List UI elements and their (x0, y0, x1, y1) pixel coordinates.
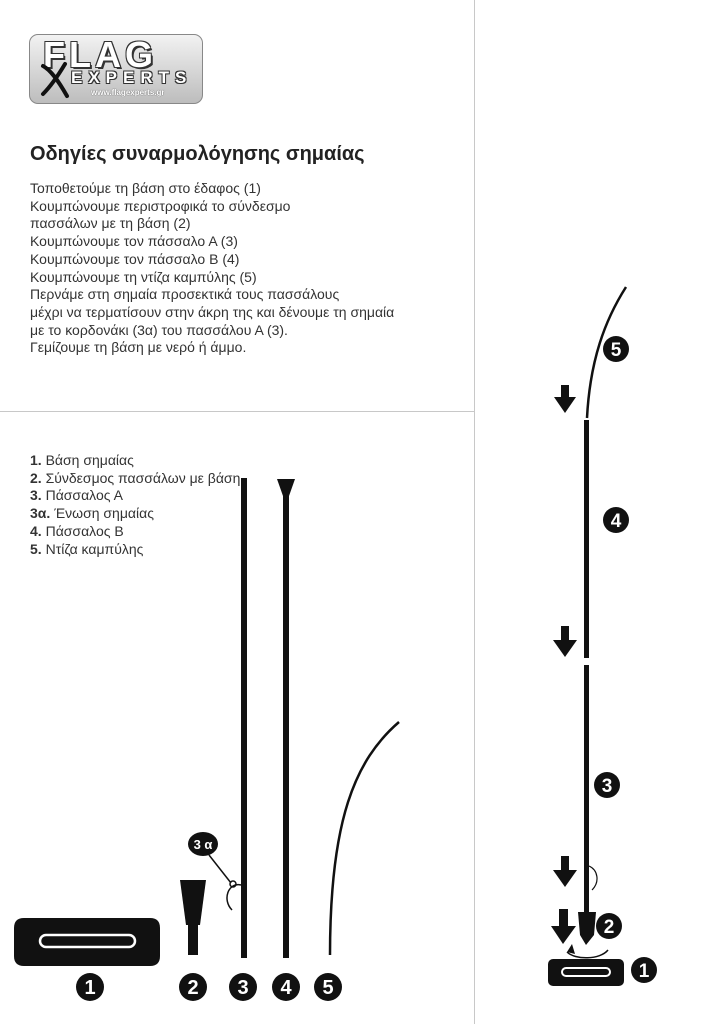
legend-number: 3. (30, 487, 42, 504)
instruction-line: Τοποθετούμε τη βάση στο έδαφος (1) (30, 180, 261, 196)
logo-brand-top: FLAG (43, 34, 157, 75)
legend-number: 5. (30, 540, 42, 557)
legend-text: Πάσσαλος Β (45, 522, 124, 539)
badge-4 (272, 973, 300, 1001)
legend-number: 3α. (30, 505, 51, 522)
assembled-badge-1-label: 1 (638, 961, 650, 982)
pole-a-part (227, 478, 247, 958)
legend-text: Ντίζα καμπύλης (45, 540, 144, 557)
instruction-line: Γεμίζουμε τη βάση με νερό ή άμμο. (30, 339, 247, 356)
badge-1 (76, 973, 104, 1001)
assembled-badge-3-label: 3 (601, 776, 613, 797)
page-title: Οδηγίες συναρμολόγησης σημαίας (30, 143, 365, 165)
pole-b-part (277, 479, 295, 958)
badge-2 (179, 973, 207, 1001)
assembled-badge-5-label: 5 (610, 340, 622, 361)
pole-connector-part (180, 880, 206, 955)
assembled-pole-b (584, 420, 589, 658)
assembled-tie-cord (589, 866, 597, 890)
instruction-line: με το κορδονάκι (3α) του πασσάλου Α (3). (30, 321, 288, 338)
assembled-badge-2 (596, 913, 622, 939)
assembled-badge-1 (631, 957, 657, 983)
badge-2-label: 2 (187, 977, 199, 999)
instruction-line: Κουμπώνουμε περιστροφικά το σύνδεσμο (30, 197, 291, 214)
curve-rod-part (330, 722, 399, 955)
instruction-line: Κουμπώνουμε τον πάσσαλο Α (3) (30, 233, 238, 250)
assembled-badge-4 (603, 507, 629, 533)
down-arrow-icon (553, 856, 577, 887)
instruction-line: Κουμπώνουμε τον πάσσαλο Β (4) (30, 250, 240, 267)
instruction-line: πασσάλων με τη βάση (2) (30, 215, 191, 232)
legend-text: Βάση σημαίας (45, 452, 134, 468)
badge-3-label: 3 (237, 977, 249, 999)
badge-3a (188, 832, 231, 883)
badge-3a-label: 3 α (193, 837, 213, 852)
logo-brand-bottom: EXPERTS (71, 68, 193, 87)
assembled-badge-3 (594, 772, 620, 798)
assembled-pole-a (584, 665, 589, 880)
legend-number: 1. (30, 452, 42, 468)
instruction-line: Κουμπώνουμε τη ντίζα καμπύλης (5) (30, 268, 257, 285)
assembled-badge-4-label: 4 (610, 511, 622, 532)
instruction-line: Περνάμε στη σημαία προσεκτικά τους πασσάλους (30, 286, 340, 303)
assembled-base (548, 959, 624, 986)
assembled-connector (578, 912, 596, 945)
badge-5-label: 5 (322, 977, 334, 999)
down-arrow-icon (553, 626, 577, 657)
logo-url: www.flagexperts.gr (91, 88, 165, 97)
legend-text: Ένωση σημαίας (54, 505, 154, 522)
legend-text: Πάσσαλος Α (45, 487, 123, 504)
assembled-badge-2-label: 2 (603, 917, 615, 938)
instruction-line: μέχρι να τερματίσουν στην άκρη της και δένουμε τη σημαία (30, 303, 395, 320)
down-arrow-icon (551, 909, 576, 944)
flag-base-part (14, 918, 160, 966)
legend-number: 4. (30, 522, 42, 539)
badge-1-label: 1 (84, 977, 96, 999)
assembled-badge-5 (603, 336, 629, 362)
legend-number: 2. (30, 469, 42, 486)
badge-3 (229, 973, 257, 1001)
legend-text: Σύνδεσμος πασσάλων με βάση (45, 469, 241, 486)
badge-5 (314, 973, 342, 1001)
badge-4-label: 4 (280, 977, 292, 999)
down-arrow-icon (554, 385, 576, 413)
